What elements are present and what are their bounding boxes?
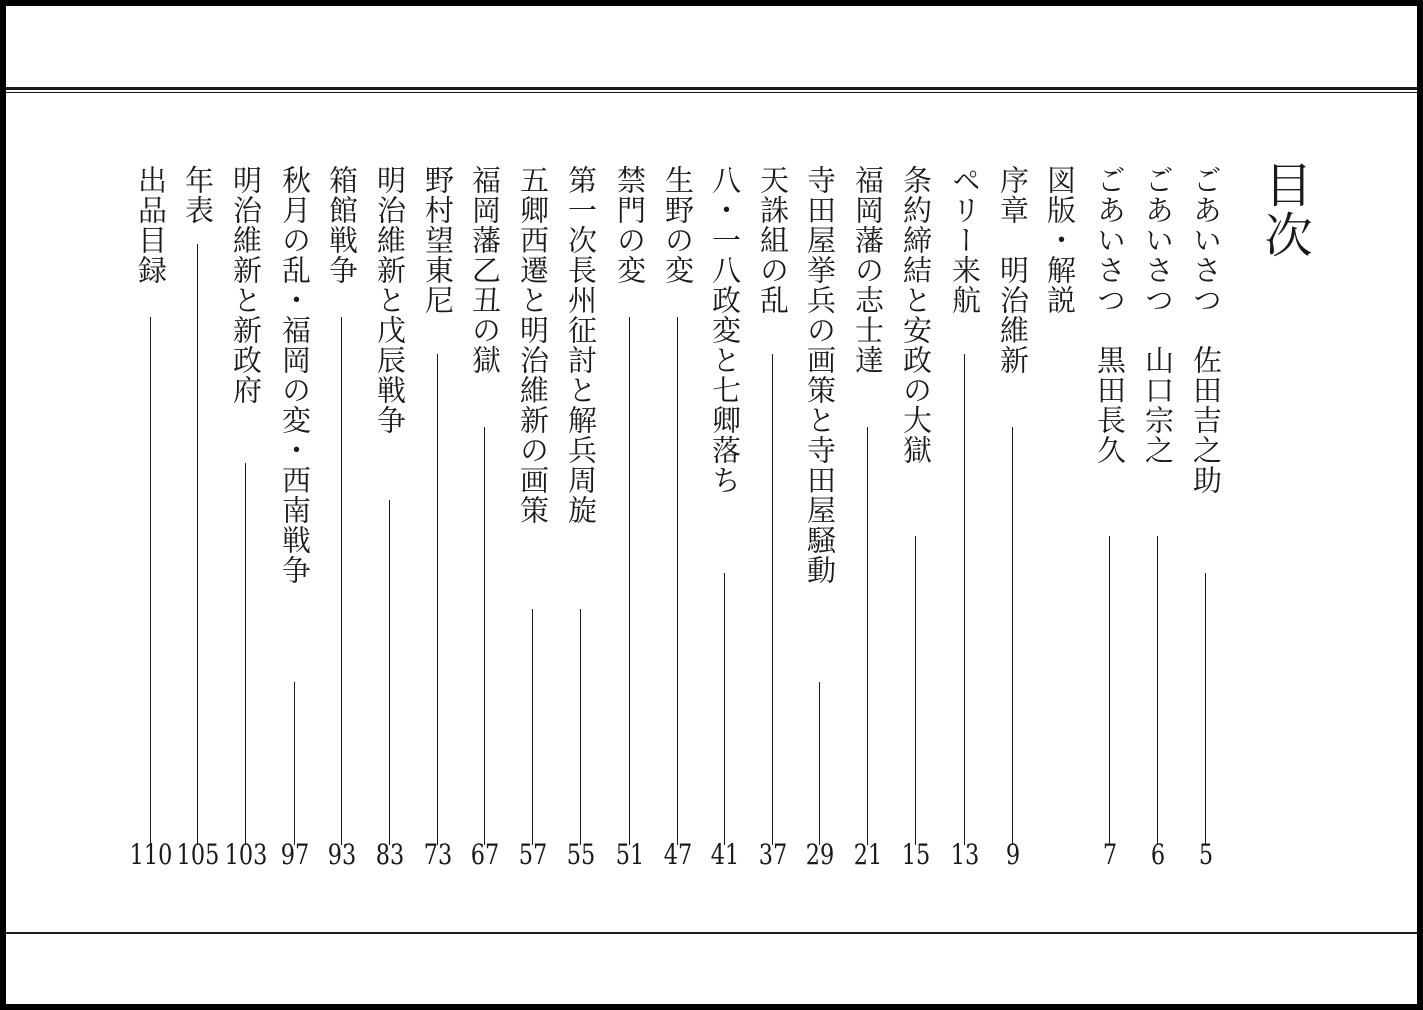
- toc-leader-line: [484, 427, 485, 846]
- toc-page-number: 57: [518, 838, 548, 871]
- toc-page-number: 21: [853, 838, 883, 871]
- toc-page-number: 47: [663, 838, 693, 871]
- toc-page-number: 6: [1150, 838, 1166, 871]
- toc-leader-line: [724, 573, 725, 846]
- toc-entry-title: 第一次長州征討と解兵周旋: [564, 165, 598, 525]
- toc-entry-title: 出品目録: [134, 165, 168, 285]
- toc-leader-line: [629, 317, 630, 845]
- page-title: 目次: [1256, 160, 1312, 260]
- toc-entry-title: 福岡藩の志士達: [851, 165, 885, 375]
- toc-page-number: 37: [758, 838, 788, 871]
- toc-leader-line: [819, 682, 820, 845]
- toc-leader-line: [341, 317, 342, 845]
- toc-page-number: 97: [280, 838, 310, 871]
- toc-leader-line: [245, 463, 246, 845]
- toc-entry-title: 福岡藩乙丑の獄: [468, 165, 502, 375]
- toc-page-number: 29: [805, 838, 835, 871]
- toc-entry-title: ペリー来航: [948, 165, 982, 315]
- toc-leader-line: [150, 317, 151, 845]
- toc-entry-title: ごあいさつ 山口宗之: [1141, 165, 1175, 465]
- top-rule: [6, 87, 1417, 90]
- toc-page-number: 67: [470, 838, 500, 871]
- toc-entry-title: 五卿西遷と明治維新の画策: [516, 165, 550, 525]
- toc-page-number: 7: [1102, 838, 1118, 871]
- toc-entry-title: 条約締結と安政の大獄: [899, 165, 933, 465]
- toc-entry-title: 天誅組の乱: [756, 165, 790, 315]
- toc-leader-line: [580, 609, 581, 845]
- toc-entry-title: 寺田屋挙兵の画策と寺田屋騒動: [803, 165, 837, 585]
- toc-page-number: 5: [1198, 838, 1214, 871]
- toc-page-number: 15: [901, 838, 931, 871]
- toc-page-number: 83: [375, 838, 405, 871]
- toc-leader-line: [532, 609, 533, 845]
- toc-leader-line: [1109, 536, 1110, 845]
- toc-page-number: 103: [224, 838, 268, 871]
- toc-leader-line: [964, 354, 965, 846]
- toc-leader-line: [1205, 573, 1206, 846]
- toc-entry-title: 明治維新と戊辰戦争: [373, 165, 407, 435]
- toc-page-number: 73: [423, 838, 453, 871]
- toc-leader-line: [867, 427, 868, 846]
- toc-entry-title: 秋月の乱・福岡の変・西南戦争: [278, 165, 312, 585]
- toc-page-number: 41: [710, 838, 740, 871]
- bottom-rule: [6, 932, 1417, 934]
- toc-entry-title: 序章 明治維新: [996, 165, 1030, 375]
- toc-leader-line: [1157, 536, 1158, 845]
- toc-page-number: 55: [566, 838, 596, 871]
- toc-leader-line: [1012, 427, 1013, 846]
- toc-entry-title: 年表: [181, 165, 215, 225]
- toc-page-number: 9: [1005, 838, 1021, 871]
- toc-entry-title: 明治維新と新政府: [229, 165, 263, 405]
- toc-entry-title: ごあいさつ 佐田吉之助: [1189, 165, 1223, 495]
- toc-page-number: 110: [129, 838, 173, 871]
- toc-entry-title: 野村望東尼: [421, 165, 455, 315]
- toc-entry-title: 生野の変: [661, 165, 695, 285]
- toc-page-number: 105: [176, 838, 220, 871]
- toc-leader-line: [389, 500, 390, 846]
- toc-leader-line: [294, 682, 295, 845]
- toc-leader-line: [197, 244, 198, 845]
- toc-page-number: 13: [950, 838, 980, 871]
- toc-entry-title: 箱館戦争: [325, 165, 359, 285]
- toc-entry-title: 図版・解説: [1043, 165, 1077, 315]
- toc-leader-line: [772, 354, 773, 846]
- toc-page-number: 51: [615, 838, 645, 871]
- toc-leader-line: [915, 536, 916, 845]
- toc-page-number: 93: [327, 838, 357, 871]
- toc-leader-line: [677, 317, 678, 845]
- toc-entry-title: ごあいさつ 黒田長久: [1093, 165, 1127, 465]
- top-rule-inner: [6, 92, 1417, 93]
- toc-entry-title: 八・一八政変と七卿落ち: [708, 165, 742, 495]
- toc-leader-line: [437, 354, 438, 846]
- toc-entry-title: 禁門の変: [613, 165, 647, 285]
